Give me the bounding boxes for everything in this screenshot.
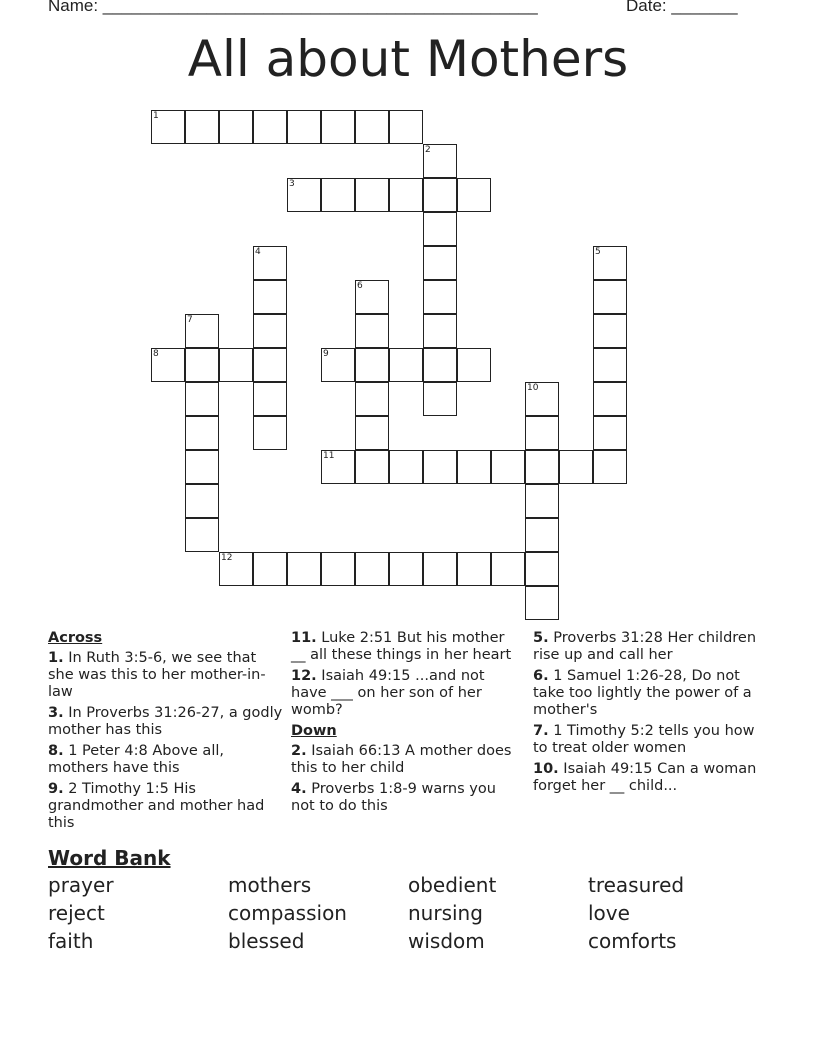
crossword-cell[interactable] <box>151 110 185 144</box>
crossword-cell[interactable] <box>423 314 457 348</box>
crossword-cell[interactable] <box>525 552 559 586</box>
crossword-cell[interactable] <box>355 348 389 382</box>
clue <box>533 761 763 795</box>
crossword-cell[interactable] <box>389 178 423 212</box>
clue <box>291 743 521 777</box>
clue-num: 8. <box>48 743 64 759</box>
crossword-cell[interactable] <box>219 552 253 586</box>
crossword-cell[interactable] <box>593 314 627 348</box>
crossword-cell[interactable] <box>253 416 287 450</box>
crossword-cell[interactable] <box>287 178 321 212</box>
clue-num: 2. <box>291 743 307 759</box>
word-bank <box>48 873 768 953</box>
crossword-cell[interactable] <box>389 552 423 586</box>
word-bank-item: treasured <box>588 873 685 897</box>
crossword-cell[interactable] <box>423 450 457 484</box>
crossword-cell[interactable] <box>491 552 525 586</box>
crossword-cell[interactable] <box>253 552 287 586</box>
clue <box>48 650 286 701</box>
crossword-cell[interactable] <box>593 348 627 382</box>
clues-column-3 <box>533 630 763 799</box>
clue-num: 10. <box>533 761 559 777</box>
crossword-cell[interactable] <box>525 416 559 450</box>
crossword-cell[interactable] <box>219 348 253 382</box>
crossword-cell[interactable] <box>355 552 389 586</box>
clue <box>291 668 521 719</box>
crossword-cell[interactable] <box>423 178 457 212</box>
word-bank-item: faith <box>48 929 94 953</box>
crossword-cell[interactable] <box>253 110 287 144</box>
crossword-cell[interactable] <box>253 348 287 382</box>
clue-number: 5 <box>595 247 601 257</box>
clue-text: Luke 2:51 But his mother __ all these things in her heart <box>291 630 512 663</box>
crossword-cell[interactable] <box>253 382 287 416</box>
clue-num: 1. <box>48 650 64 666</box>
word-bank-item: wisdom <box>408 929 485 953</box>
clue <box>48 781 286 832</box>
crossword-cell[interactable] <box>457 178 491 212</box>
clue-text: 1 Peter 4:8 Above all, mothers have this <box>48 743 224 776</box>
clue-text: Proverbs 1:8-9 warns you not to do this <box>291 781 496 814</box>
down-heading: Down <box>291 723 337 739</box>
crossword-cell[interactable] <box>389 110 423 144</box>
crossword-cell[interactable] <box>355 450 389 484</box>
crossword-cell[interactable] <box>593 450 627 484</box>
crossword-cell[interactable] <box>525 518 559 552</box>
word-bank-item: compassion <box>228 901 347 925</box>
crossword-cell[interactable] <box>423 212 457 246</box>
word-bank-item: blessed <box>228 929 305 953</box>
word-bank-item: love <box>588 901 630 925</box>
clues-column-2 <box>291 630 521 819</box>
clue-text: 1 Samuel 1:26-28, Do not take too lightly the power of a mother's <box>533 668 752 718</box>
crossword-cell[interactable] <box>457 348 491 382</box>
clue-number: 2 <box>425 145 431 155</box>
clue-text: 1 Timothy 5:2 tells you how to treat older women <box>533 723 755 756</box>
clue <box>533 723 763 757</box>
word-bank-item: comforts <box>588 929 677 953</box>
clue-num: 7. <box>533 723 549 739</box>
crossword-cell[interactable] <box>593 280 627 314</box>
crossword-cell[interactable] <box>389 450 423 484</box>
crossword-cell[interactable] <box>593 382 627 416</box>
word-bank-item: prayer <box>48 873 114 897</box>
clue-text: 2 Timothy 1:5 His grandmother and mother had this <box>48 781 265 831</box>
crossword-cell[interactable] <box>525 382 559 416</box>
crossword-cell[interactable] <box>423 348 457 382</box>
word-bank-item: obedient <box>408 873 497 897</box>
crossword-cell[interactable] <box>457 450 491 484</box>
clue-text: Isaiah 49:15 Can a woman forget her __ child... <box>533 761 757 794</box>
crossword-cell[interactable] <box>321 348 355 382</box>
clue-number: 4 <box>255 247 261 257</box>
crossword-cell[interactable] <box>185 518 219 552</box>
crossword-cell[interactable] <box>287 110 321 144</box>
clue <box>533 668 763 719</box>
clue-text: Isaiah 49:15 ...and not have ___ on her son of her womb? <box>291 668 485 718</box>
crossword-cell[interactable] <box>321 110 355 144</box>
crossword-cell[interactable] <box>253 246 287 280</box>
crossword-cell[interactable] <box>185 382 219 416</box>
crossword-cell[interactable] <box>355 110 389 144</box>
name-line: Name: ______________________________________________ <box>48 0 538 15</box>
crossword-cell[interactable] <box>491 450 525 484</box>
clue-num: 9. <box>48 781 64 797</box>
crossword-cell[interactable] <box>525 450 559 484</box>
crossword-cell[interactable] <box>423 144 457 178</box>
crossword-cell[interactable] <box>559 450 593 484</box>
crossword-cell[interactable] <box>423 280 457 314</box>
crossword-cell[interactable] <box>219 110 253 144</box>
page-title: All about Mothers <box>187 30 629 88</box>
clue-number: 8 <box>153 349 159 359</box>
clue-number: 12 <box>221 553 233 563</box>
word-bank-item: mothers <box>228 873 312 897</box>
crossword-cell[interactable] <box>593 416 627 450</box>
clue-number: 11 <box>323 451 335 461</box>
crossword-cell[interactable] <box>321 450 355 484</box>
crossword-cell[interactable] <box>151 348 185 382</box>
crossword-cell[interactable] <box>185 450 219 484</box>
clue-number: 3 <box>289 179 295 189</box>
crossword-cell[interactable] <box>321 552 355 586</box>
crossword-cell[interactable] <box>253 314 287 348</box>
clue-text: In Proverbs 31:26-27, a godly mother has this <box>48 705 283 738</box>
clue <box>48 705 286 739</box>
crossword-cell[interactable] <box>355 178 389 212</box>
crossword-cell[interactable] <box>355 382 389 416</box>
clue-text: In Ruth 3:5-6, we see that she was this to her mother-in-law <box>48 650 266 700</box>
clue-number: 10 <box>527 383 539 393</box>
crossword-cell[interactable] <box>423 246 457 280</box>
crossword-cell[interactable] <box>423 552 457 586</box>
crossword-cell[interactable] <box>355 280 389 314</box>
clue <box>291 630 521 664</box>
clue-text: Proverbs 31:28 Her children rise up and call her <box>533 630 757 663</box>
crossword-cell[interactable] <box>525 484 559 518</box>
clues-column-1 <box>48 630 286 836</box>
clue-number: 7 <box>187 315 193 325</box>
clue <box>533 630 763 664</box>
word-bank-item: nursing <box>408 901 483 925</box>
crossword-cell[interactable] <box>355 314 389 348</box>
crossword-cell[interactable] <box>457 552 491 586</box>
crossword-cell[interactable] <box>185 416 219 450</box>
crossword-cell[interactable] <box>185 348 219 382</box>
clue-num: 5. <box>533 630 549 646</box>
clue <box>291 781 521 815</box>
word-bank-title: Word Bank <box>48 846 171 870</box>
crossword-cell[interactable] <box>389 348 423 382</box>
clue-number: 1 <box>153 111 159 121</box>
clue-number: 9 <box>323 349 329 359</box>
date-line: Date: _______ <box>626 0 738 15</box>
crossword-cell[interactable] <box>355 416 389 450</box>
crossword-cell[interactable] <box>185 110 219 144</box>
clue-num: 12. <box>291 668 317 684</box>
clue-num: 6. <box>533 668 549 684</box>
word-bank-item: reject <box>48 901 105 925</box>
crossword-cell[interactable] <box>287 552 321 586</box>
clue-number: 6 <box>357 281 363 291</box>
crossword-cell[interactable] <box>423 382 457 416</box>
crossword-cell[interactable] <box>253 280 287 314</box>
crossword-cell[interactable] <box>525 586 559 620</box>
across-heading: Across <box>48 630 103 646</box>
crossword-cell[interactable] <box>593 246 627 280</box>
clue-text: Isaiah 66:13 A mother does this to her child <box>291 743 512 776</box>
crossword-cell[interactable] <box>185 314 219 348</box>
crossword-cell[interactable] <box>185 484 219 518</box>
crossword-cell[interactable] <box>321 178 355 212</box>
clue-num: 11. <box>291 630 317 646</box>
clue <box>48 743 286 777</box>
clue-num: 3. <box>48 705 64 721</box>
clue-num: 4. <box>291 781 307 797</box>
